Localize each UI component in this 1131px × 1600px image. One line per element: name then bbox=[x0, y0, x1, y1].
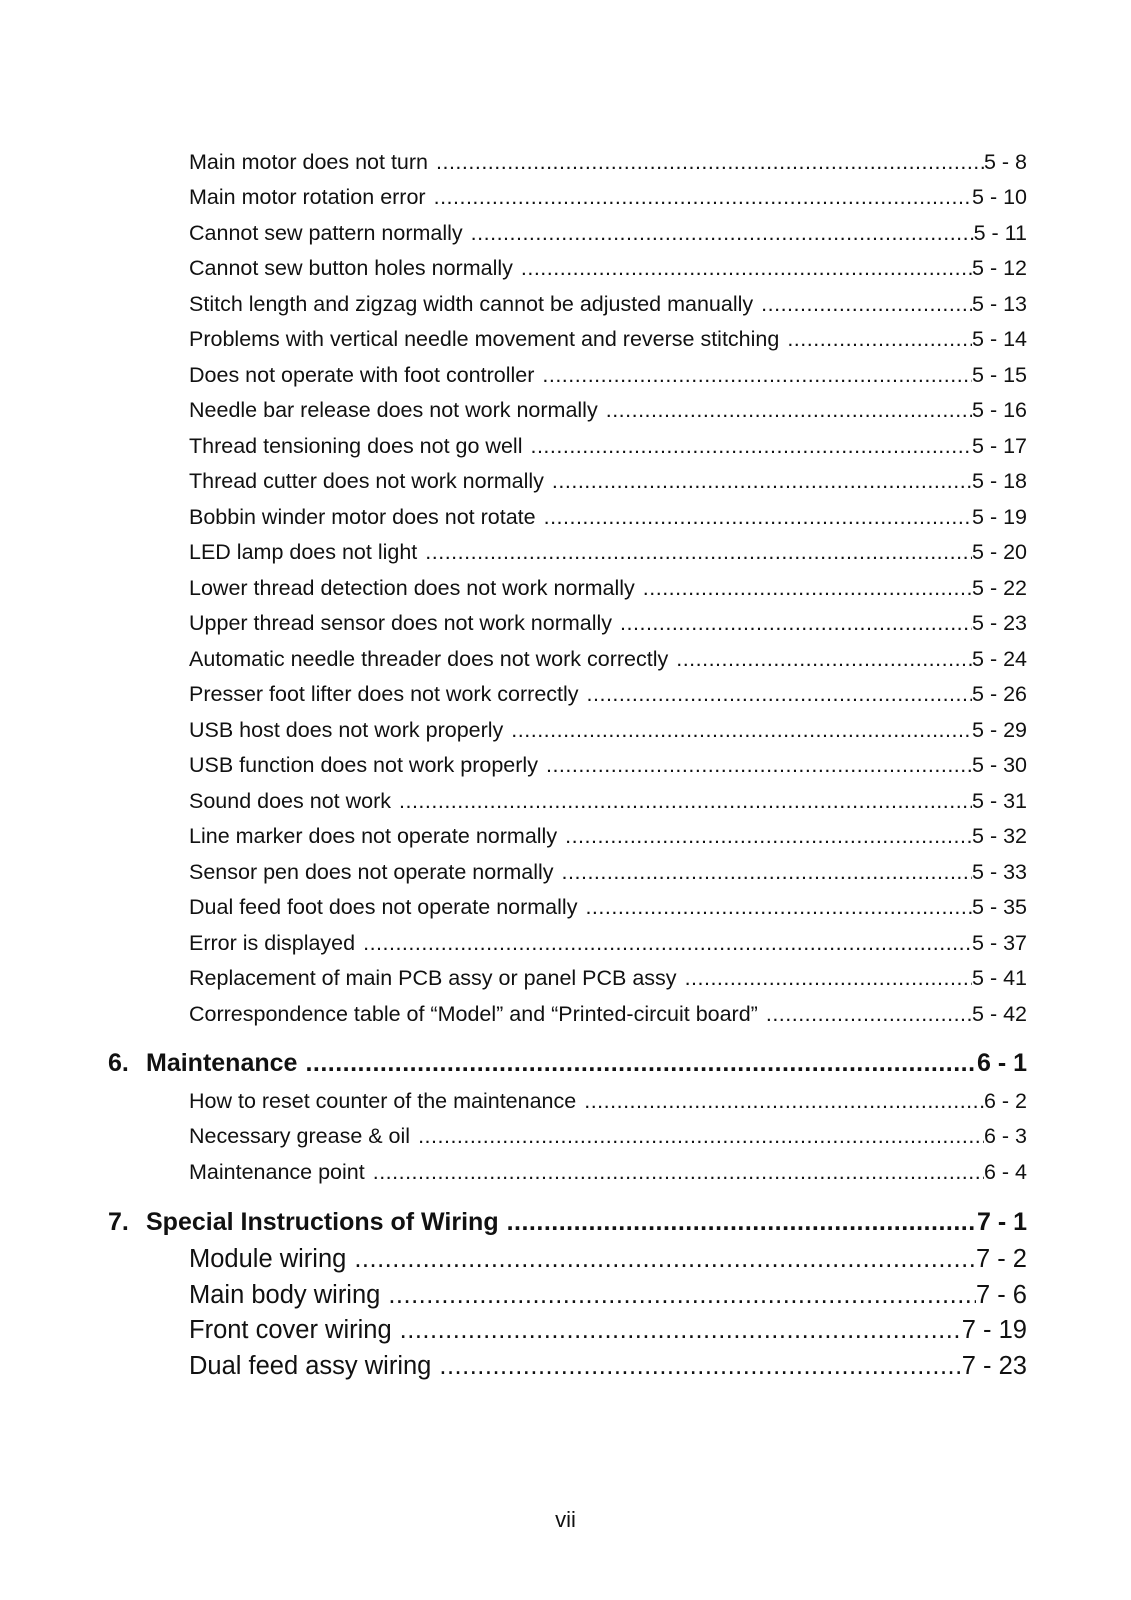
toc-entry-page: 7 - 19 bbox=[961, 1316, 1027, 1344]
dot-leader bbox=[373, 1160, 984, 1185]
toc-entry[interactable] bbox=[189, 1281, 1027, 1310]
toc-entry-page: 5 - 31 bbox=[972, 789, 1027, 813]
dot-leader bbox=[305, 1049, 977, 1078]
toc-entry-title: Line marker does not operate normally bbox=[189, 824, 558, 848]
toc-entry-page: 5 - 22 bbox=[972, 576, 1027, 600]
dot-leader bbox=[471, 221, 974, 246]
dot-leader bbox=[685, 966, 972, 991]
toc-entry-page: 5 - 16 bbox=[972, 398, 1027, 422]
toc-entry[interactable] bbox=[189, 292, 1027, 317]
dot-leader bbox=[606, 398, 972, 423]
toc-entry[interactable] bbox=[189, 860, 1027, 885]
toc-entry-title: Necessary grease & oil bbox=[189, 1124, 411, 1148]
section-number: 6. bbox=[108, 1049, 129, 1077]
dot-leader bbox=[400, 1316, 962, 1345]
toc-entry-page: 7 - 6 bbox=[975, 1281, 1027, 1309]
dot-leader bbox=[544, 505, 972, 530]
toc-entry-title: Lower thread detection does not work normally bbox=[189, 576, 635, 600]
toc-entry-title: Presser foot lifter does not work correctly bbox=[189, 682, 579, 706]
toc-entry-title: Problems with vertical needle movement and reverse stitching bbox=[189, 327, 780, 351]
toc-entry[interactable] bbox=[189, 1316, 1027, 1345]
toc-entry-page: 5 - 17 bbox=[972, 434, 1027, 458]
toc-entry[interactable] bbox=[189, 682, 1027, 707]
toc-entry-title: Automatic needle threader does not work correctly bbox=[189, 647, 669, 671]
toc-entry-page: 6 - 3 bbox=[983, 1124, 1027, 1148]
section-number: 7. bbox=[108, 1208, 129, 1236]
dot-leader bbox=[388, 1281, 976, 1310]
dot-leader bbox=[434, 185, 972, 210]
dot-leader bbox=[766, 1002, 972, 1027]
toc-entry-title: Does not operate with foot controller bbox=[189, 363, 535, 387]
toc-entry-page: 5 - 41 bbox=[972, 966, 1027, 990]
toc-entry-title: Sound does not work bbox=[189, 789, 391, 813]
dot-leader bbox=[354, 1245, 976, 1274]
toc-entry[interactable] bbox=[189, 1245, 1027, 1274]
toc-entry[interactable] bbox=[189, 753, 1027, 778]
toc-entry-page: 7 - 23 bbox=[961, 1352, 1027, 1380]
dot-leader bbox=[676, 647, 972, 672]
toc-entry-title: Replacement of main PCB assy or panel PCB assy bbox=[189, 966, 677, 990]
toc-entry-page: 6 - 4 bbox=[983, 1160, 1027, 1184]
toc-entry[interactable] bbox=[189, 931, 1027, 956]
section-title: Special Instructions of Wiring bbox=[146, 1208, 499, 1236]
toc-entry-page: 5 - 35 bbox=[972, 895, 1027, 919]
toc-entry[interactable] bbox=[189, 718, 1027, 743]
toc-entry-title: Module wiring bbox=[189, 1245, 347, 1273]
toc-entry-page: 5 - 29 bbox=[972, 718, 1027, 742]
toc-entry-page: 5 - 10 bbox=[972, 185, 1027, 209]
toc-entry-title: Error is displayed bbox=[189, 931, 356, 955]
toc-entry-title: Thread tensioning does not go well bbox=[189, 434, 523, 458]
toc-entry-page: 5 - 13 bbox=[972, 292, 1027, 316]
toc-entry-page: 5 - 11 bbox=[973, 221, 1027, 245]
toc-entry[interactable] bbox=[189, 1160, 1027, 1185]
toc-entry-page: 5 - 33 bbox=[972, 860, 1027, 884]
toc-entry[interactable] bbox=[189, 789, 1027, 814]
dot-leader bbox=[565, 824, 972, 849]
toc-entry-title: Main body wiring bbox=[189, 1281, 381, 1309]
toc-entry[interactable] bbox=[189, 895, 1027, 920]
toc-entry-title: Thread cutter does not work normally bbox=[189, 469, 544, 493]
dot-leader bbox=[585, 895, 972, 920]
dot-leader bbox=[418, 1124, 984, 1149]
dot-leader bbox=[439, 1352, 961, 1381]
toc-entry-title: Front cover wiring bbox=[189, 1316, 392, 1344]
dot-leader bbox=[761, 292, 972, 317]
toc-entry[interactable] bbox=[189, 150, 1027, 175]
toc-entry-page: 5 - 20 bbox=[972, 540, 1027, 564]
toc-entry-title: Bobbin winder motor does not rotate bbox=[189, 505, 536, 529]
toc-entry-page: 5 - 19 bbox=[972, 505, 1027, 529]
toc-entry-title: Dual feed assy wiring bbox=[189, 1352, 432, 1380]
toc-entry-page: 7 - 2 bbox=[975, 1245, 1027, 1273]
toc-entry-title: Dual feed foot does not operate normally bbox=[189, 895, 578, 919]
toc-entry-page: 5 - 15 bbox=[972, 363, 1027, 387]
toc-entry-title: How to reset counter of the maintenance bbox=[189, 1089, 577, 1113]
toc-entry[interactable] bbox=[189, 469, 1027, 494]
toc-entry-page: 5 - 42 bbox=[972, 1002, 1027, 1026]
section-page: 7 - 1 bbox=[976, 1208, 1027, 1236]
toc-entry-page: 5 - 12 bbox=[972, 256, 1027, 280]
toc-entry-title: USB function does not work properly bbox=[189, 753, 538, 777]
dot-leader bbox=[436, 150, 984, 175]
toc-entry-page: 5 - 23 bbox=[972, 611, 1027, 635]
toc-entry-title: Cannot sew button holes normally bbox=[189, 256, 513, 280]
toc-entry[interactable] bbox=[189, 1124, 1027, 1149]
section-title: Maintenance bbox=[146, 1049, 298, 1077]
toc-entry[interactable] bbox=[189, 611, 1027, 636]
toc-entry-page: 5 - 37 bbox=[972, 931, 1027, 955]
toc-entry[interactable] bbox=[189, 647, 1027, 672]
toc-entry[interactable] bbox=[189, 540, 1027, 565]
dot-leader bbox=[542, 363, 972, 388]
toc-entry[interactable] bbox=[189, 824, 1027, 849]
toc-entry[interactable] bbox=[189, 185, 1027, 210]
toc-section-heading[interactable] bbox=[108, 1208, 1027, 1237]
page-number: vii bbox=[555, 1507, 576, 1532]
toc-entry-title: Maintenance point bbox=[189, 1160, 365, 1184]
toc-entry-page: 5 - 14 bbox=[972, 327, 1027, 351]
toc-entry[interactable] bbox=[189, 966, 1027, 991]
toc-entry[interactable] bbox=[189, 434, 1027, 459]
toc-entry[interactable] bbox=[189, 576, 1027, 601]
dot-leader bbox=[425, 540, 972, 565]
toc-entry[interactable] bbox=[189, 221, 1027, 246]
dot-leader bbox=[643, 576, 972, 601]
toc-entry[interactable] bbox=[189, 1089, 1027, 1114]
toc-entry-page: 5 - 8 bbox=[983, 150, 1027, 174]
dot-leader bbox=[530, 434, 972, 459]
toc-entry-page: 5 - 32 bbox=[972, 824, 1027, 848]
dot-leader bbox=[363, 931, 972, 956]
dot-leader bbox=[507, 1208, 977, 1237]
toc-entry[interactable] bbox=[189, 1352, 1027, 1381]
toc-entry-page: 5 - 24 bbox=[972, 647, 1027, 671]
toc-entry-title: Cannot sew pattern normally bbox=[189, 221, 463, 245]
toc-entry-page: 5 - 30 bbox=[972, 753, 1027, 777]
toc-entry-page: 6 - 2 bbox=[983, 1089, 1027, 1113]
toc-entry[interactable] bbox=[189, 256, 1027, 281]
dot-leader bbox=[620, 611, 972, 636]
toc-section-heading[interactable] bbox=[108, 1049, 1027, 1078]
toc-entry[interactable] bbox=[189, 505, 1027, 530]
toc-entry-title: Upper thread sensor does not work normally bbox=[189, 611, 613, 635]
dot-leader bbox=[546, 753, 972, 778]
toc-entry-title: USB host does not work properly bbox=[189, 718, 504, 742]
toc-entry-title: Needle bar release does not work normally bbox=[189, 398, 598, 422]
dot-leader bbox=[521, 256, 972, 281]
dot-leader bbox=[787, 327, 972, 352]
dot-leader bbox=[399, 789, 972, 814]
toc-entry-title: Sensor pen does not operate normally bbox=[189, 860, 554, 884]
toc-entry-title: Correspondence table of “Model” and “Printed-circuit board” bbox=[189, 1002, 758, 1026]
toc-entry[interactable] bbox=[189, 327, 1027, 352]
toc-entry-page: 5 - 26 bbox=[972, 682, 1027, 706]
dot-leader bbox=[584, 1089, 984, 1114]
toc-entry[interactable] bbox=[189, 1002, 1027, 1027]
toc-entry-title: Main motor does not turn bbox=[189, 150, 429, 174]
section-page: 6 - 1 bbox=[976, 1049, 1027, 1077]
toc-entry-title: Main motor rotation error bbox=[189, 185, 426, 209]
toc-entry[interactable] bbox=[189, 398, 1027, 423]
dot-leader bbox=[511, 718, 972, 743]
toc-entry[interactable] bbox=[189, 363, 1027, 388]
dot-leader bbox=[552, 469, 972, 494]
toc-entry-page: 5 - 18 bbox=[972, 469, 1027, 493]
dot-leader bbox=[562, 860, 972, 885]
toc-entry-title: Stitch length and zigzag width cannot be adjusted manually bbox=[189, 292, 754, 316]
toc-entry-title: LED lamp does not light bbox=[189, 540, 418, 564]
dot-leader bbox=[587, 682, 972, 707]
